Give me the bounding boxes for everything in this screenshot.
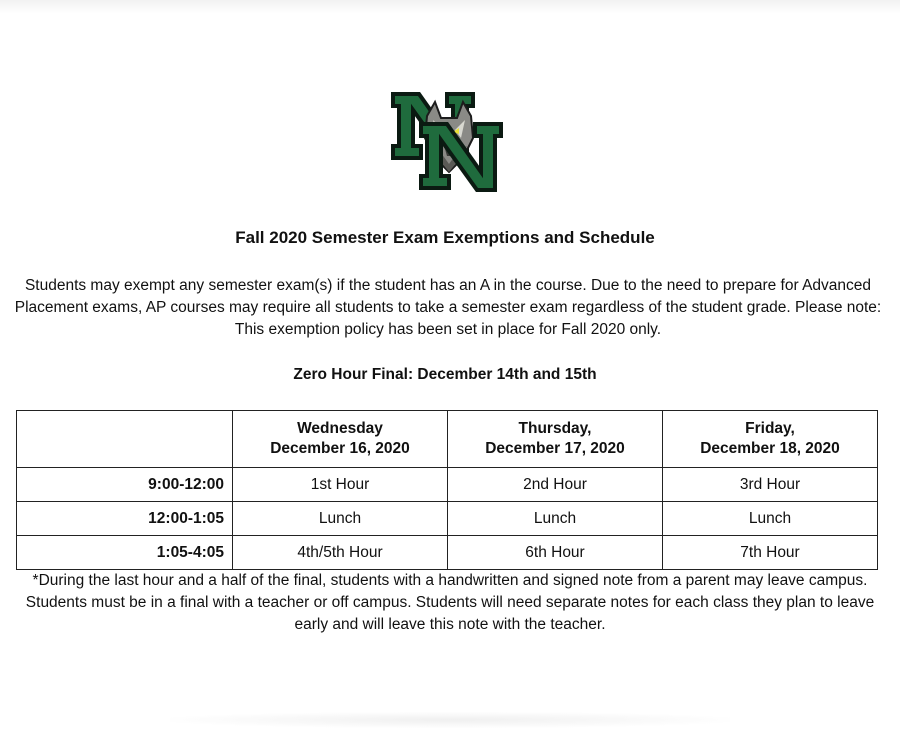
header-day: Friday, bbox=[745, 420, 795, 437]
table-header-row bbox=[17, 411, 878, 468]
schedule-cell: 2nd Hour bbox=[448, 468, 663, 502]
schedule-cell: 3rd Hour bbox=[663, 468, 878, 502]
header-cell-friday bbox=[663, 411, 878, 468]
page-title: Fall 2020 Semester Exam Exemptions and Schedule bbox=[235, 228, 655, 247]
exam-schedule-table bbox=[16, 410, 878, 570]
scan-edge-bottom bbox=[170, 712, 730, 728]
schedule-cell: Lunch bbox=[448, 502, 663, 536]
header-cell-empty bbox=[17, 411, 233, 468]
header-cell-wednesday bbox=[233, 411, 448, 468]
table-row bbox=[17, 502, 878, 536]
footnote: *During the last hour and a half of the final, students with a handwritten and signed note from a parent may leave campus. Students must be in a final with a teacher or off campus. Students will need separate notes for each class they plan to leave early and will leave this note with the teacher. bbox=[25, 572, 875, 633]
time-cell: 12:00-1:05 bbox=[17, 502, 233, 536]
schedule-cell: Lunch bbox=[663, 502, 878, 536]
schedule-cell: Lunch bbox=[233, 502, 448, 536]
nn-wolf-logo-icon bbox=[375, 80, 525, 200]
schedule-cell: 7th Hour bbox=[663, 536, 878, 570]
header-date: December 16, 2020 bbox=[270, 440, 410, 457]
school-logo bbox=[375, 80, 525, 200]
intro-paragraph: Students may exempt any semester exam(s) if the student has an A in the course. Due to the need to prepare for Advanced Placement exams, AP courses may require all students to take a semester exam regardless of the student grade. Please note: This exemption policy has been set in place for Fall 2020 only. bbox=[14, 277, 882, 338]
header-date: December 18, 2020 bbox=[700, 440, 840, 457]
header-cell-thursday bbox=[448, 411, 663, 468]
schedule-cell: 6th Hour bbox=[448, 536, 663, 570]
time-cell: 1:05-4:05 bbox=[17, 536, 233, 570]
time-cell: 9:00-12:00 bbox=[17, 468, 233, 502]
zero-hour-heading: Zero Hour Final: December 14th and 15th bbox=[293, 366, 597, 383]
schedule-cell: 1st Hour bbox=[233, 468, 448, 502]
scan-edge-top bbox=[0, 0, 900, 14]
table-row bbox=[17, 536, 878, 570]
header-day: Wednesday bbox=[297, 420, 383, 437]
header-day: Thursday, bbox=[518, 420, 592, 437]
header-date: December 17, 2020 bbox=[485, 440, 625, 457]
schedule-cell: 4th/5th Hour bbox=[233, 536, 448, 570]
table-row bbox=[17, 468, 878, 502]
